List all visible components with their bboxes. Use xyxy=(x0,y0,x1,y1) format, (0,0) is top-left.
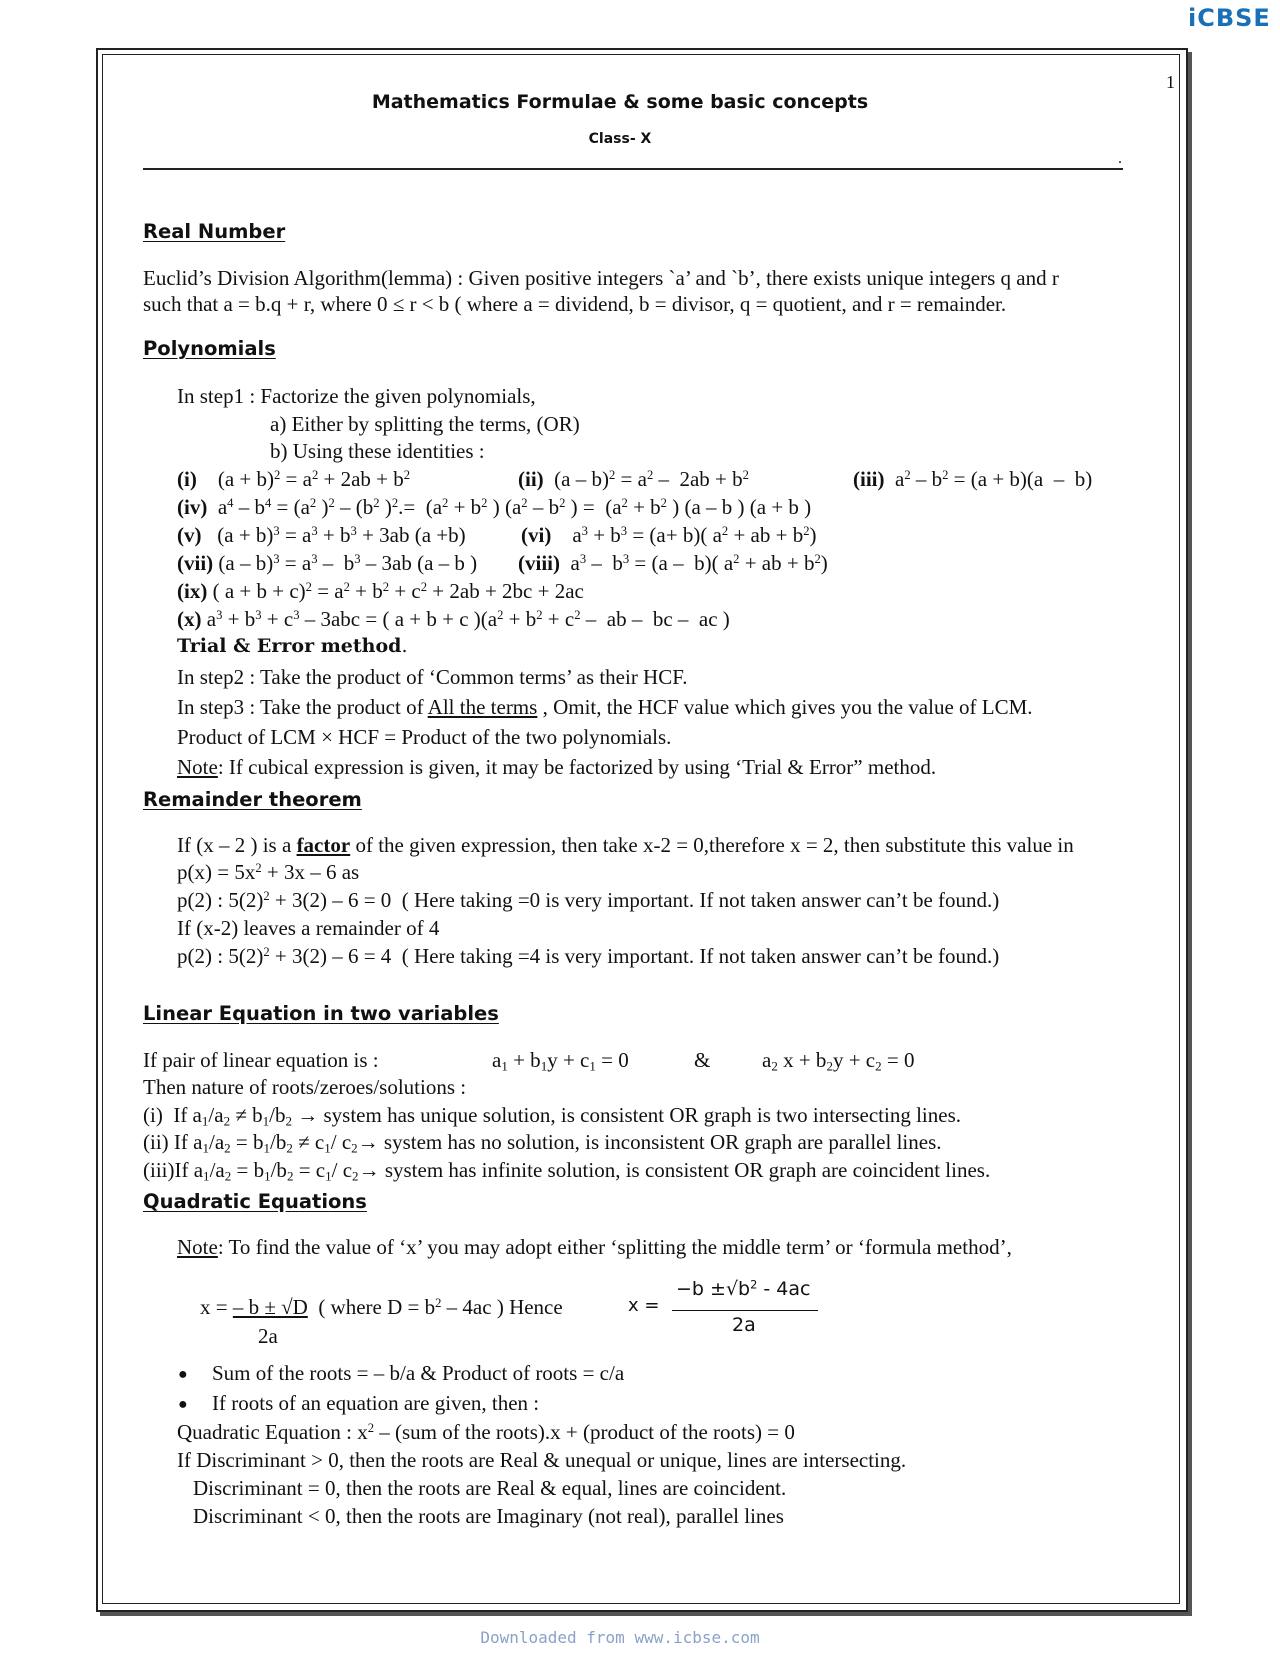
linear-eq-1: $a_1 + b_1y + c_1 = 0$ xyxy=(492,1048,629,1074)
class-label: Class- X xyxy=(588,131,652,147)
download-footer[interactable]: Downloaded from www.icbse.com xyxy=(480,1628,760,1647)
title-rule xyxy=(143,168,1123,170)
bullet-icon: ● xyxy=(178,1396,188,1413)
poly-note: Note: If cubical expression is given, it may be factorized by using ‘Trial & Error” method. xyxy=(177,755,937,779)
discriminant-negative: Discriminant < 0, then the roots are Imaginary (not real), parallel lines xyxy=(193,1504,784,1528)
linear-amp: & xyxy=(694,1048,711,1072)
linear-case-1: (i) If $a_1/a_2 \ne b_1/b_2$ → system has unique solution, is consistent OR graph is two intersecting lines. xyxy=(143,1103,962,1129)
remainder-line-1: If (x – 2 ) is a factor of the given expression, then take x-2 = 0,therefore x = 2, then substitute this value in xyxy=(177,833,1074,857)
heading-linear-equation: Linear Equation in two variables xyxy=(143,1002,499,1025)
linear-case-3: (iii)If $a_1/a_2 = b_1/b_2 = c_1/$ $c_2\to$ system has infinite solution, is consistent OR graph are coincident lines. xyxy=(143,1158,991,1184)
linear-eq-2: $a_2$ $x + b_2y + c_2 = 0$ xyxy=(762,1048,915,1074)
heading-remainder-theorem: Remainder theorem xyxy=(143,788,362,811)
trial-error-label: Trial & Error method. xyxy=(177,635,408,657)
quadratic-formula-image xyxy=(672,1278,822,1338)
discriminant-zero: Discriminant = 0, then the roots are Real & equal, lines are coincident. xyxy=(193,1476,787,1500)
poly-option-a: a) Either by splitting the terms, (OR) xyxy=(270,412,580,436)
rule-dot: . xyxy=(1118,150,1122,167)
quadratic-formula-text: x = – b ± √D ( where $D = b^2 - 4ac$ ) Hence xyxy=(200,1295,563,1319)
remainder-px: $p(x) = 5x^2 + 3x - 6$ as xyxy=(177,860,360,884)
heading-real-number: Real Number xyxy=(143,220,286,243)
identity-vii: (vii) $(a - b)^3 = a^3 - b^3 - 3ab$ (a – b ) xyxy=(177,551,478,575)
quadratic-formula-x: x = xyxy=(628,1295,660,1316)
poly-product: Product of LCM × HCF = Product of the two polynomials. xyxy=(177,725,672,749)
linear-nature: Then nature of roots/zeroes/solutions : xyxy=(143,1075,467,1099)
identity-iii: (iii) $a^2 - b^2 = (a + b)(a - b)$ xyxy=(853,467,1093,491)
euclid-line-2: such that a = b.q + r, where 0 ≤ r < b ( where a = dividend, b = divisor, q = quotient, and r = remainder. xyxy=(143,292,1007,316)
identity-v: (v) $(a + b)^3 = a^3 + b^3 + 3ab$ (a +b) xyxy=(177,523,466,547)
euclid-line-1: Euclid’s Division Algorithm(lemma) : Given positive integers `a’ and `b’, there exists unique integers q and r xyxy=(143,266,1059,290)
roots-given: If roots of an equation are given, then : xyxy=(212,1391,540,1415)
linear-pair-label: If pair of linear equation is : xyxy=(143,1048,379,1072)
quadratic-note: Note: To find the value of ‘x’ you may adopt either ‘splitting the middle term’ or ‘formula method’, xyxy=(177,1235,1012,1259)
page-title: Mathematics Formulae & some basic concepts xyxy=(371,91,869,113)
identity-x: (x) $a^3 + b^3 + c^3 - 3abc$ = ( a + b + c )($a^2 + b^2 + c^2$ – ab – bc – ac ) xyxy=(177,607,730,631)
poly-step3: In step3 : Take the product of All the terms , Omit, the HCF value which gives you the value of LCM. xyxy=(177,695,1033,719)
heading-polynomials: Polynomials xyxy=(143,337,276,360)
fraction-bar xyxy=(672,1310,818,1311)
quadratic-formula-denominator: 2a xyxy=(258,1324,278,1348)
identity-ii: (ii) $(a - b)^2 = a^2 - 2ab + b^2$ xyxy=(518,467,749,491)
quadratic-formula-image-denominator: 2a xyxy=(732,1314,756,1336)
remainder-p2-four: p(2) : $5(2)^2 + 3(2) - 6 = 4$ ( Here taking =4 is very important. If not taken answer can’t be found.) xyxy=(177,944,1000,968)
identity-vi: (vi) $a^3 + b^3 = (a+ b)$( $a^2$ + ab + $b^2$) xyxy=(521,523,817,547)
sum-product-roots: Sum of the roots = – b/a & Product of roots = c/a xyxy=(212,1361,625,1385)
quadratic-formula-numerator: $-b \pm√b^2 - 4ac$ xyxy=(676,1277,811,1300)
remainder-p2-zero: p(2) : $5(2)^2 + 3(2) - 6 = 0$ ( Here taking =0 is very important. If not taken answer can’t be found.) xyxy=(177,888,1000,912)
identity-viii: (viii) $a^3 - b^3 = (a - b)$( $a^2$ + ab + $b^2$) xyxy=(518,551,828,575)
heading-quadratic-equations: Quadratic Equations xyxy=(143,1190,367,1213)
discriminant-positive: If Discriminant > 0, then the roots are Real & unequal or unique, lines are intersecting. xyxy=(177,1448,907,1472)
identity-i: (i) $(a + b)^2 = a^2 + 2ab + b^2$ xyxy=(177,467,411,491)
poly-option-b: b) Using these identities : xyxy=(270,439,485,463)
identity-ix: (ix) ( $a + b + c)^2 = a^2 + b^2 + c^2 + 2ab + 2bc + 2ac$ xyxy=(177,579,584,603)
quadratic-equation-form: Quadratic Equation : $x^2 - (sum$ of the roots).x + (product of the roots) = 0 xyxy=(177,1420,795,1444)
linear-case-2: (ii) If $a_1/a_2 = b_1/b_2 \ne c_1/$ $c_2\to$ system has no solution, is inconsistent OR graph are parallel lines. xyxy=(143,1130,942,1156)
identity-iv: (iv) $a^4 - b^4 = (a^2$ )$^2 - (b^2$ )$^2.= (a^2 + b^2$ ) ($a^2 - b^2$ ) = ($a^2 + b^2$ ) (a – b ) (a + b ) xyxy=(177,495,812,519)
icbse-logo: iCBSE xyxy=(1188,4,1271,32)
poly-step2: In step2 : Take the product of ‘Common terms’ as their HCF. xyxy=(177,665,688,689)
bullet-icon: ● xyxy=(178,1366,188,1383)
remainder-line-3: If (x-2) leaves a remainder of 4 xyxy=(177,916,440,940)
page-number: 1 xyxy=(1166,72,1175,92)
poly-step1: In step1 : Factorize the given polynomials, xyxy=(177,384,536,408)
